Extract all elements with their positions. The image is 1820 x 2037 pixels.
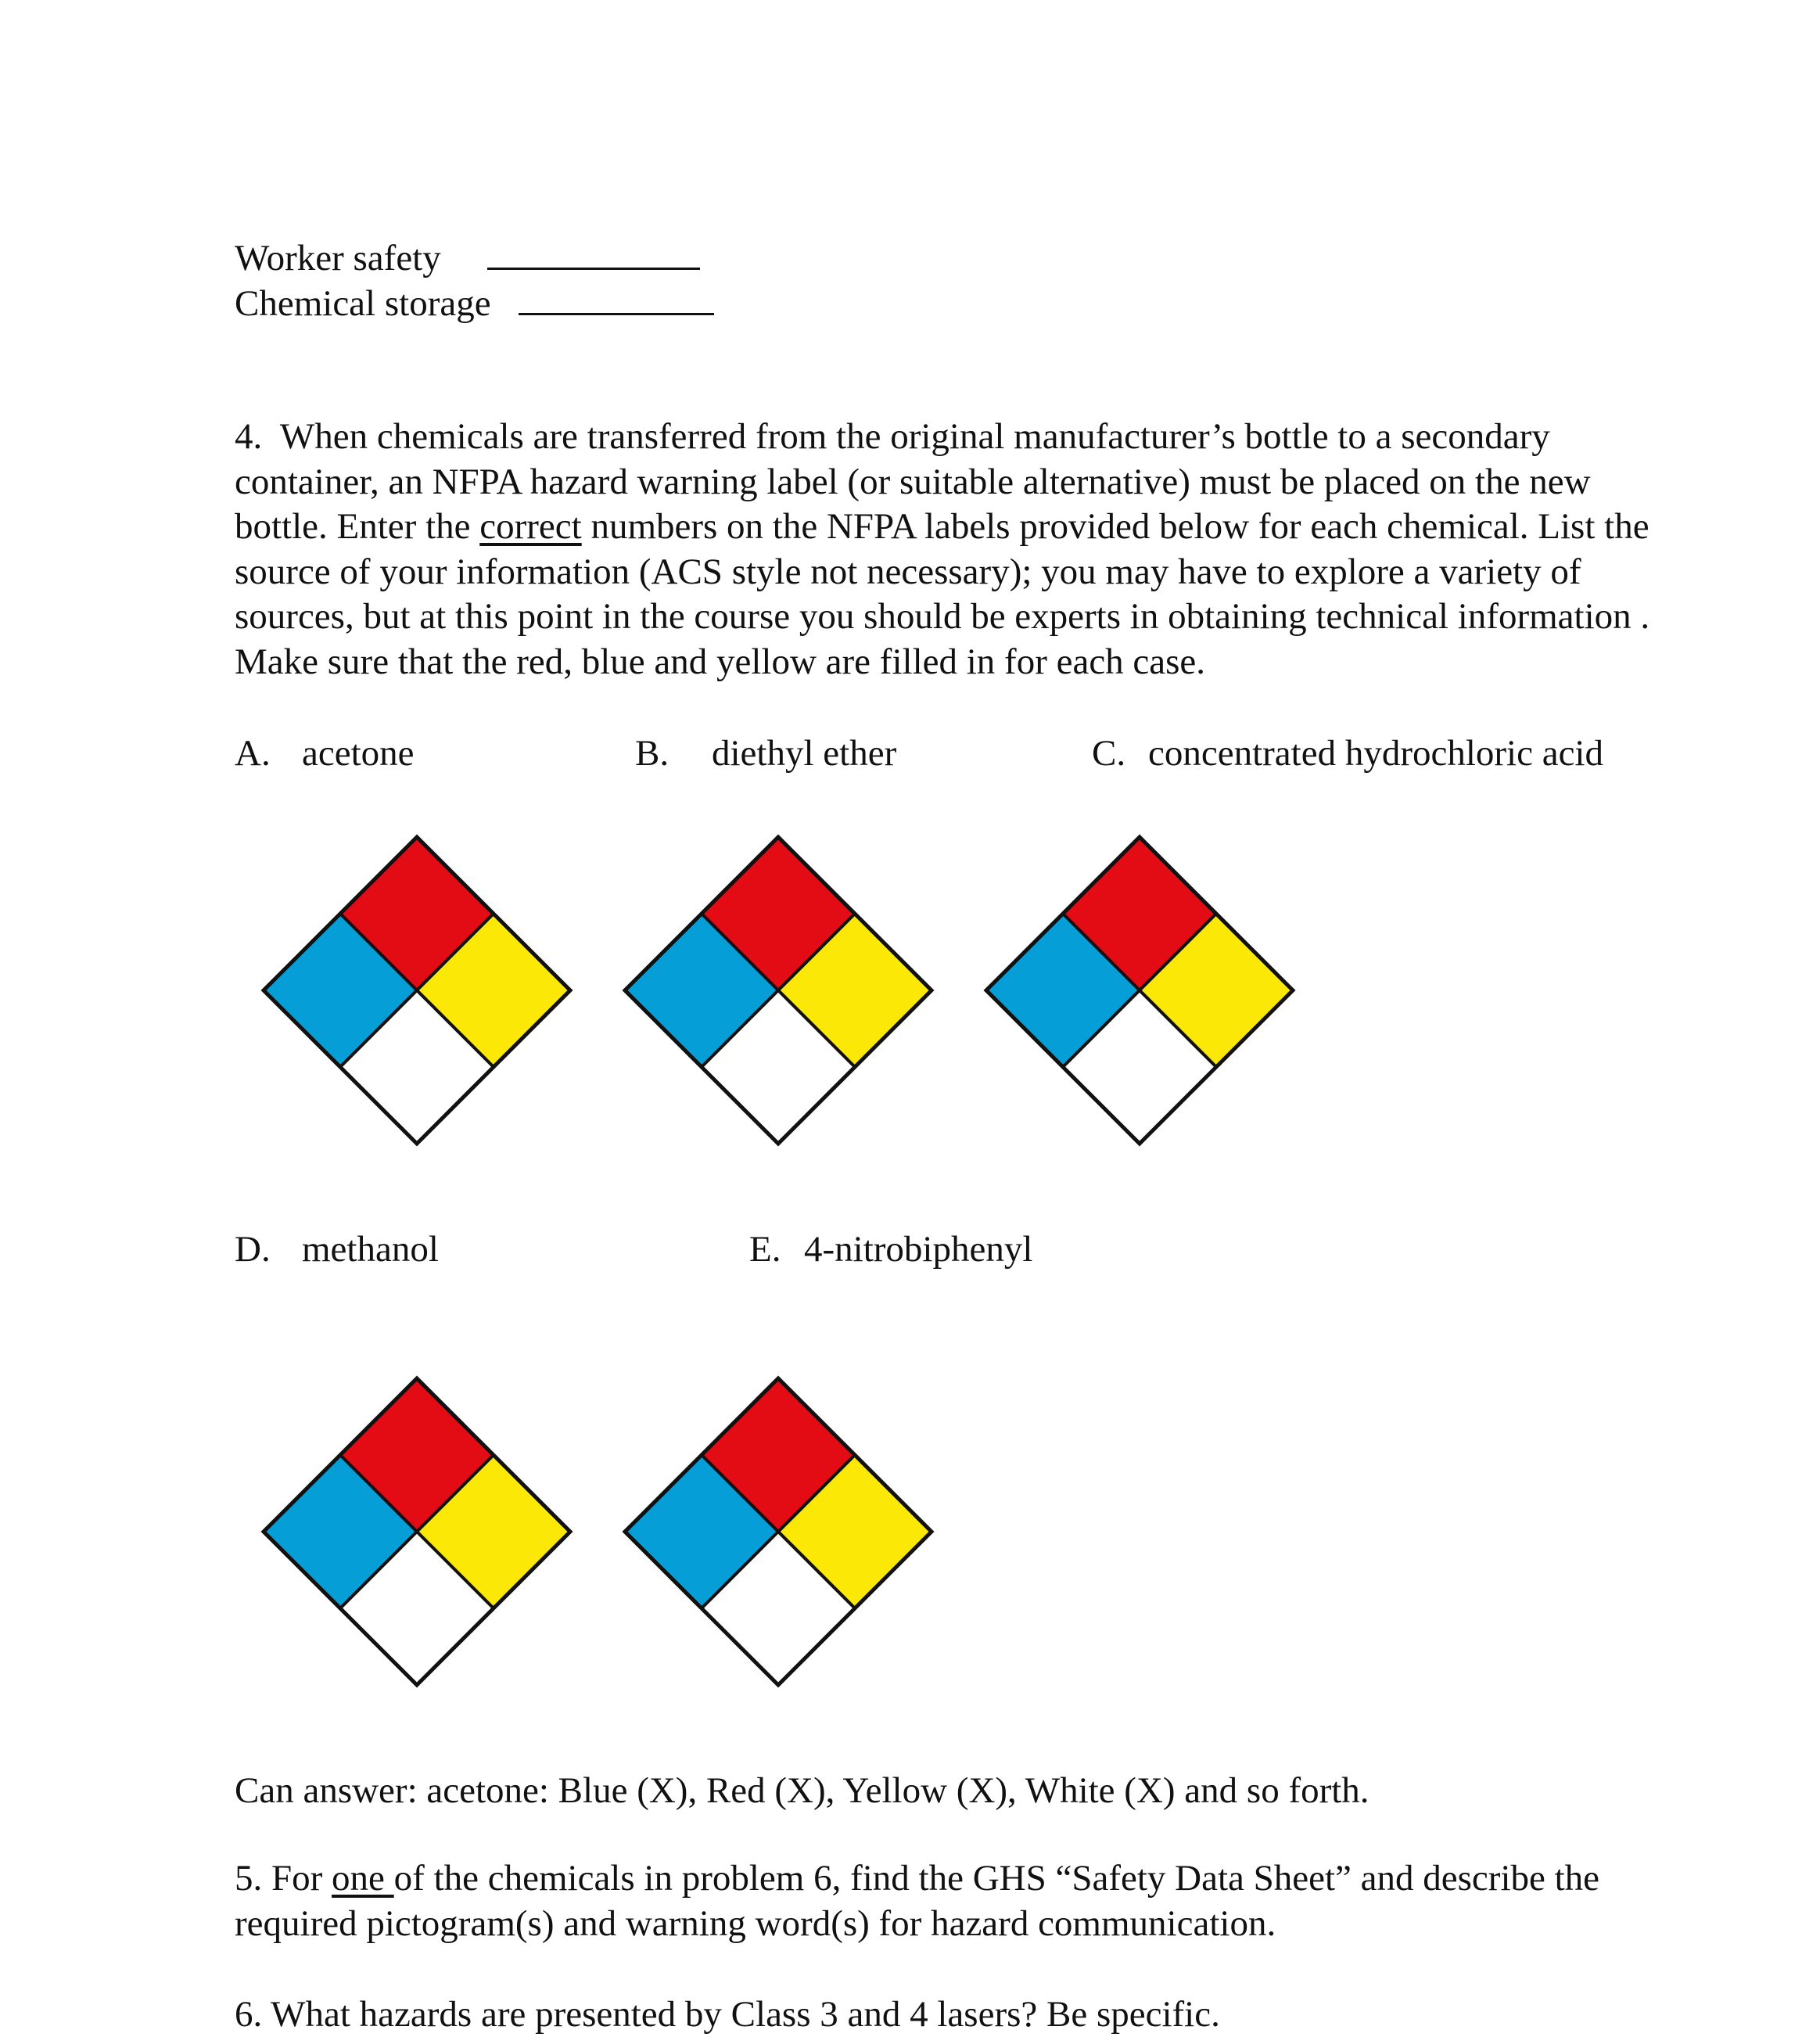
chemical-letter: E. — [749, 1229, 781, 1270]
nfpa-diamond-e — [618, 1372, 939, 1693]
chemical-label-c — [1092, 731, 1603, 776]
nfpa-diamond-b — [618, 831, 939, 1151]
chemical-label-a — [235, 731, 415, 776]
nfpa-diamond-d — [257, 1372, 577, 1693]
chemical-name: methanol — [302, 1229, 439, 1270]
worker-safety-blank[interactable] — [487, 233, 700, 270]
question-5-line: required pictogram(s) and warning word(s) for hazard communication. — [235, 1902, 1276, 1944]
chemical-name: acetone — [302, 733, 415, 774]
underlined-word: correct — [479, 506, 582, 547]
question-4-text: numbers on the NFPA labels provided below for each chemical. List the — [581, 506, 1649, 547]
question-5-text: of the chemicals in problem 6, find the GHS “Safety Data Sheet” and describe the — [393, 1858, 1600, 1899]
question-4 — [235, 415, 1783, 684]
nfpa-diamond-c — [979, 831, 1300, 1151]
chemical-letter: B. — [635, 733, 669, 774]
chemical-letter: D. — [235, 1229, 271, 1270]
chemical-name: concentrated hydrochloric acid — [1148, 733, 1603, 774]
chemical-label-b — [635, 731, 896, 776]
worker-safety-label: Worker safety — [235, 238, 441, 278]
chemical-letter: C. — [1092, 733, 1126, 774]
chemical-name: 4-nitrobiphenyl — [804, 1229, 1033, 1270]
chemical-storage-label: Chemical storage — [235, 283, 491, 324]
chemical-storage-blank[interactable] — [519, 278, 714, 315]
answer-note: Can answer: acetone: Blue (X), Red (X), Yellow (X), White (X) and so forth. — [235, 1770, 1369, 1811]
question-4-line: When chemicals are transferred from the original manufacturer’s bottle to a secondary — [279, 416, 1550, 457]
question-4-line: source of your information (ACS style not necessary); you may have to explore a variety of — [235, 551, 1581, 592]
question-5-text: For — [262, 1858, 332, 1899]
chemical-name: diethyl ether — [712, 733, 897, 774]
chemical-label-e — [749, 1227, 1032, 1272]
question-4-number: 4. — [235, 416, 263, 457]
nfpa-diamond-a — [257, 831, 577, 1151]
question-4-line: sources, but at this point in the course you should be experts in obtaining technical information . — [235, 596, 1650, 637]
question-6: 6. What hazards are presented by Class 3 and 4 lasers? Be specific. — [235, 1994, 1220, 2035]
question-5-number: 5. — [235, 1858, 263, 1899]
question-4-line: Make sure that the red, blue and yellow are filled in for each case. — [235, 641, 1206, 682]
question-4-text: bottle. Enter the — [235, 506, 480, 547]
worker-safety-row — [235, 233, 700, 281]
question-5 — [235, 1856, 1783, 1946]
question-4-line — [235, 505, 1783, 550]
question-4-line: container, an NFPA hazard warning label (or suitable alternative) must be placed on the new — [235, 461, 1591, 502]
chemical-letter: A. — [235, 733, 271, 774]
chemical-label-d — [235, 1227, 439, 1272]
underlined-word: one — [332, 1858, 394, 1899]
chemical-storage-row — [235, 278, 714, 326]
